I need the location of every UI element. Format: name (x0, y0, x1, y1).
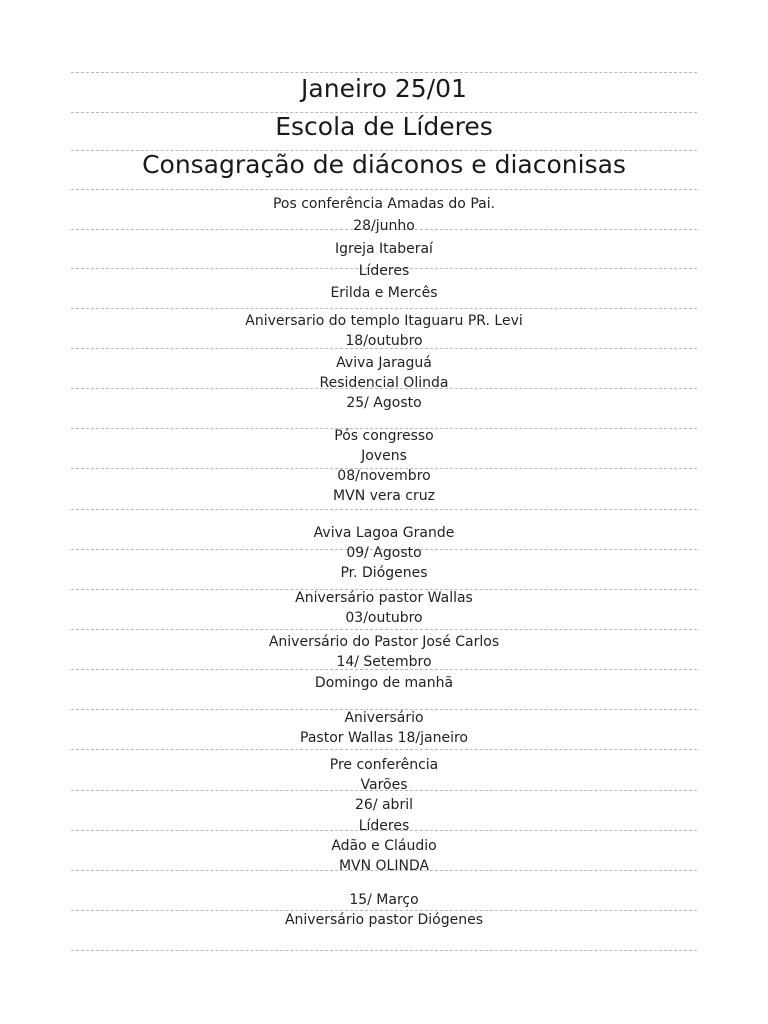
event-line: Pós congresso (334, 428, 434, 444)
event-line: Pre conferência (329, 757, 439, 773)
header-title: Escola de Líderes (275, 112, 493, 141)
event-line: Aviva Lagoa Grande (313, 525, 455, 541)
event-line: 18/outubro (345, 333, 423, 349)
ruled-line (71, 72, 697, 73)
event-line: Domingo de manhã (314, 675, 454, 691)
event-line: Pastor Wallas 18/janeiro (300, 730, 468, 746)
event-line: Aniversário pastor Diógenes (284, 912, 484, 928)
event-line: Aviva Jaraguá (336, 355, 432, 371)
event-line: 14/ Setembro (336, 654, 432, 670)
ruled-line (71, 749, 697, 750)
header-date: Janeiro 25/01 (301, 74, 467, 103)
event-line: MVN vera cruz (333, 488, 435, 504)
event-line: 03/outubro (345, 610, 423, 626)
ruled-line (71, 629, 697, 630)
ruled-line (71, 910, 697, 911)
event-line: 08/novembro (337, 468, 431, 484)
event-line: Aniversário (344, 710, 424, 726)
event-line: Jovens (361, 448, 407, 464)
event-line: 09/ Agosto (346, 545, 422, 561)
event-line: 15/ Março (349, 892, 419, 908)
header-subtitle: Consagração de diáconos e diaconisas (142, 150, 626, 179)
event-line: 25/ Agosto (346, 395, 422, 411)
event-line: 28/junho (353, 218, 415, 234)
event-line: Aniversário pastor Wallas (295, 590, 473, 606)
event-line: 26/ abril (355, 797, 413, 813)
event-line: Adão e Cláudio (331, 838, 437, 854)
event-line: Pr. Diógenes (340, 565, 428, 581)
event-line: Residencial Olinda (319, 375, 449, 391)
event-line: Erilda e Mercês (330, 285, 438, 301)
event-line: Igreja Itaberaí (335, 241, 433, 257)
event-line: Líderes (358, 818, 410, 834)
event-line: Pos conferência Amadas do Pai. (272, 196, 496, 212)
ruled-line (71, 950, 697, 951)
event-line: Aniversario do templo Itaguaru PR. Levi (245, 313, 523, 329)
event-line: Líderes (358, 263, 410, 279)
ruled-line (71, 308, 697, 309)
event-line: MVN OLINDA (338, 858, 430, 874)
ruled-line (71, 509, 697, 510)
event-line: Varões (360, 777, 408, 793)
event-line: Aniversário do Pastor José Carlos (268, 634, 500, 650)
ruled-line (71, 189, 697, 190)
